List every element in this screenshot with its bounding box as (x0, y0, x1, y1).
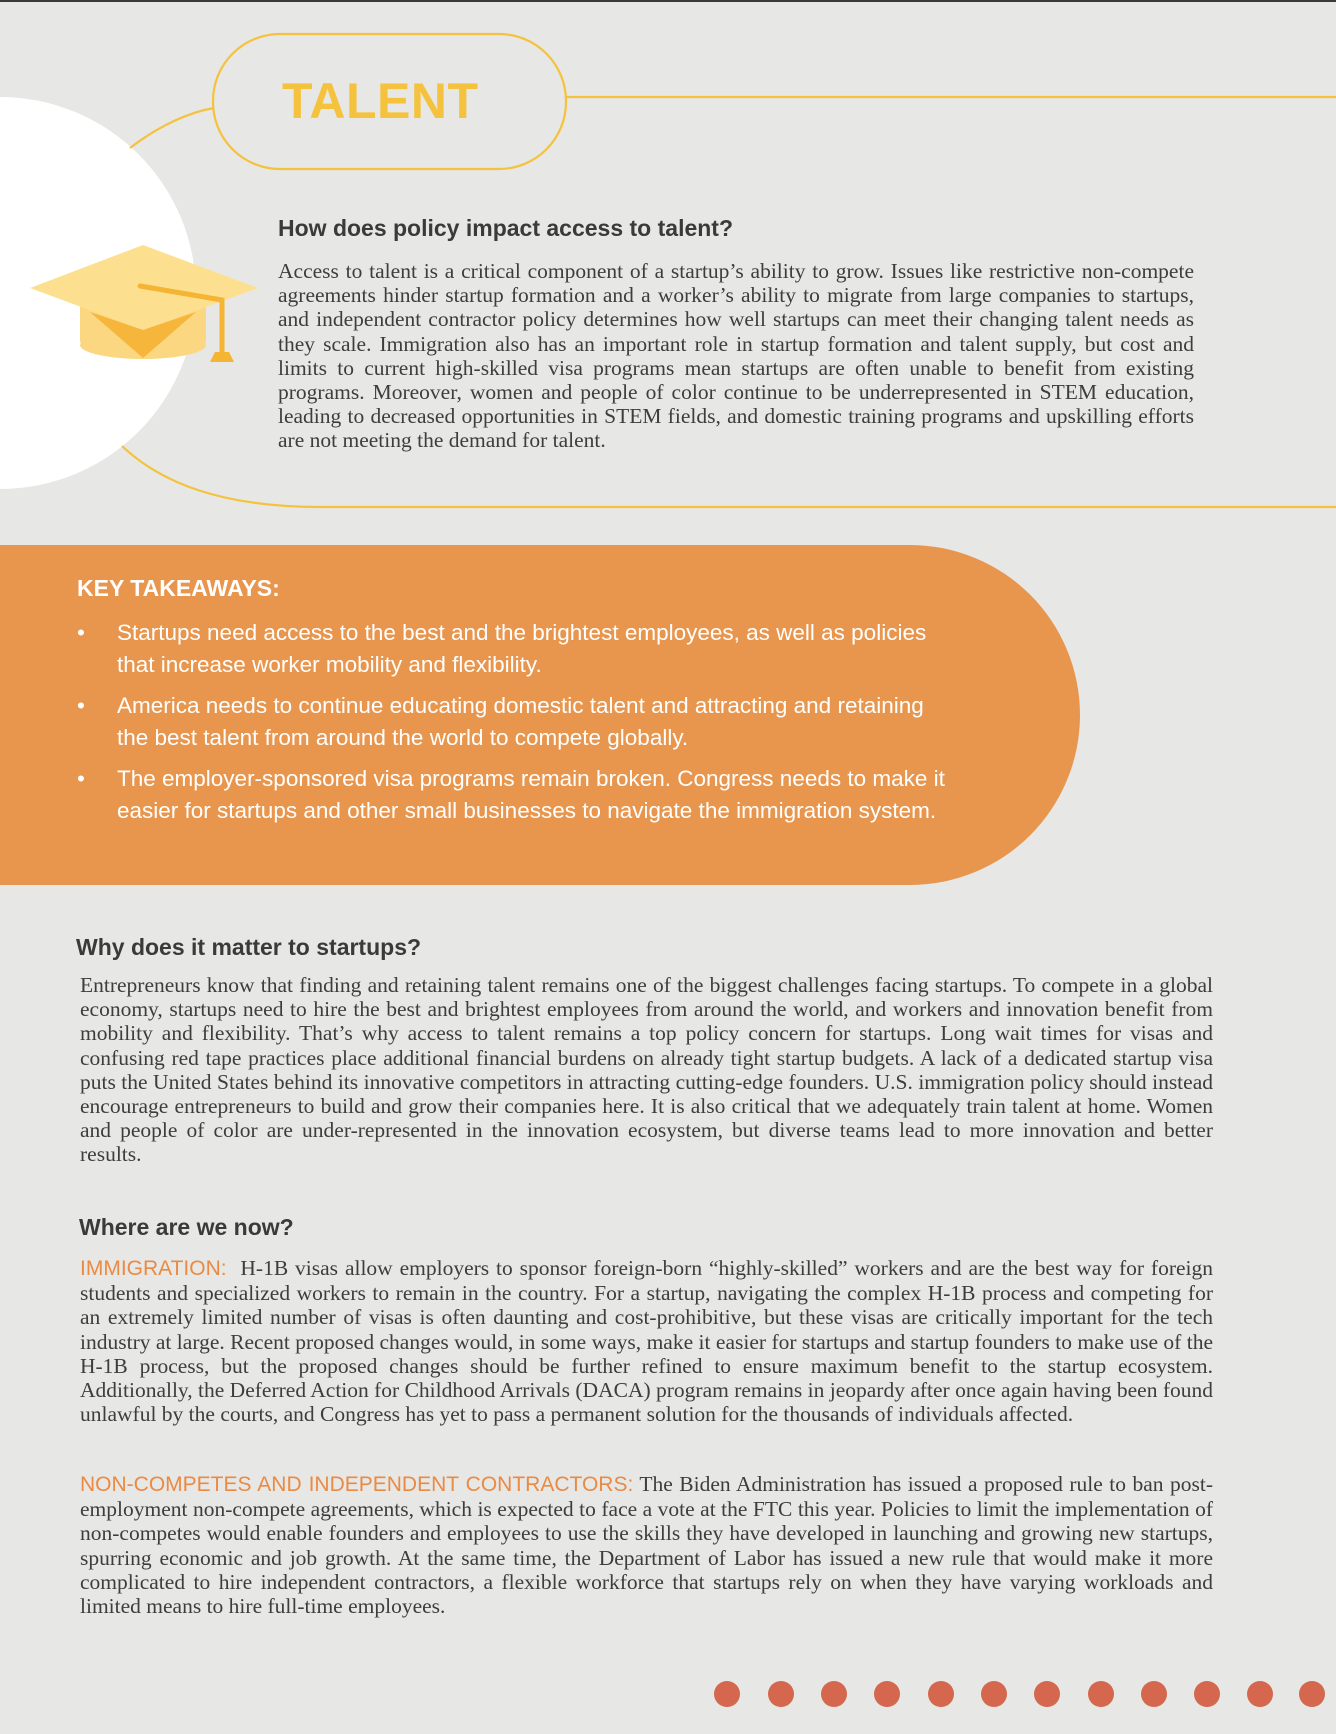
decorative-dot (821, 1681, 847, 1707)
decorative-dot (1141, 1681, 1167, 1707)
key-takeaways-title: KEY TAKEAWAYS: (77, 575, 280, 601)
immigration-label: IMMIGRATION: (80, 1257, 227, 1280)
intro-heading: How does policy impact access to talent? (278, 215, 734, 241)
immigration-paragraph (80, 1256, 1213, 1426)
decorative-dot (981, 1681, 1007, 1707)
why-paragraph: Entrepreneurs know that finding and retaining talent remains one of the biggest challenges facing startups. To compete in a global economy, startups need to hire the best and brightest employees from around the world, and workers and innovation benefit from mobility and flexibility. That’s why access to talent remains a top policy concern for startups. Long wait times for visas and confusing red tape practices place additional financial burdens on already tight startup budgets. A lack of a dedicated startup visa puts the United States behind its innovative competitors in attracting cutting-edge founders. U.S. immigration policy should instead encourage entrepreneurs to build and grow their companies here. It is also critical that we adequately train talent at home. Women and people of color are under-represented in the innovation ecosystem, but diverse teams lead to more innovation and better results. (80, 973, 1213, 1167)
noncompete-text: The Biden Administration has issued a proposed rule to ban post-employment non-compete agreements, which is expected to face a vote at the FTC this year. Policies to limit the implementation of non-competes would enable founders and employees to use the skills they have developed in launching and growing new startups, spurring economic and job growth. At the same time, the Department of Labor has issued a new rule that would make it more complicated to hire independent contractors, a flexible workforce that startups rely on when they have varying workloads and limited means to hire full-time employees. (80, 1472, 1213, 1619)
where-heading: Where are we now? (79, 1214, 294, 1240)
bullet-icon: • (77, 620, 85, 645)
header-curve-line (130, 108, 214, 148)
noncompete-paragraph (80, 1472, 1213, 1618)
takeaway-item (77, 690, 957, 754)
immigration-text: H-1B visas allow employers to sponsor foreign-born “highly-skilled” workers and are the best way for foreign students and specialized workers to remain in the country. For a startup, navigating the complex H-1B process and competing for an extremely limited number of visas is often daunting and cost-prohibitive, but these visas are critically important for the tech industry at large. Recent proposed changes would, in some ways, make it easier for startups and startup founders to make use of the H-1B process, but the proposed changes should be further refined to ensure maximum benefit to the startup ecosystem. Additionally, the Deferred Action for Childhood Arrivals (DACA) program remains in jeopardy after once again having been found unlawful by the courts, and Congress has yet to pass a permanent solution for the thousands of individuals affected. (80, 1256, 1214, 1427)
why-heading: Why does it matter to startups? (76, 934, 422, 960)
noncompete-label: NON-COMPETES AND INDEPENDENT CONTRACTORS: (80, 1473, 634, 1496)
decorative-dot (1194, 1681, 1220, 1707)
decorative-dot (1034, 1681, 1060, 1707)
takeaway-item (77, 763, 957, 827)
intro-bottom-line (122, 446, 1336, 507)
section-title: TALENT (282, 73, 479, 129)
takeaway-text: America needs to continue educating domestic talent and attracting and retaining the best talent from around the world to compete globally. (117, 693, 924, 750)
decorative-dot (874, 1681, 900, 1707)
decorative-dot (1247, 1681, 1273, 1707)
decorative-dot (1299, 1681, 1325, 1707)
bullet-icon: • (77, 693, 85, 718)
intro-paragraph: Access to talent is a critical component of a startup’s ability to grow. Issues like restrictive non-compete agreements hinder startup formation and a worker’s ability to migrate from large companies to startups, and independent contractor policy determines how well startups can meet their changing talent needs as they scale. Immigration also has an important role in startup formation and talent supply, but cost and limits to current high-skilled visa programs mean startups are often unable to benefit from existing programs. Moreover, women and people of color continue to be underrepresented in STEM education, leading to decreased opportunities in STEM fields, and domestic training programs and upskilling efforts are not meeting the demand for talent. (278, 259, 1194, 453)
decorative-dot (768, 1681, 794, 1707)
bullet-icon: • (77, 766, 85, 791)
decorative-dot (714, 1681, 740, 1707)
takeaway-item (77, 617, 957, 681)
key-takeaways-list (77, 617, 957, 836)
decorative-dot (928, 1681, 954, 1707)
key-takeaways-panel (0, 545, 1080, 885)
decorative-dot-row (0, 1680, 1336, 1734)
takeaway-text: Startups need access to the best and the brightest employees, as well as policies that increase worker mobility and flexibility. (117, 620, 927, 677)
takeaway-text: The employer-sponsored visa programs remain broken. Congress needs to make it easier for startups and other small businesses to navigate the immigration system. (117, 766, 945, 823)
decorative-dot (1088, 1681, 1114, 1707)
